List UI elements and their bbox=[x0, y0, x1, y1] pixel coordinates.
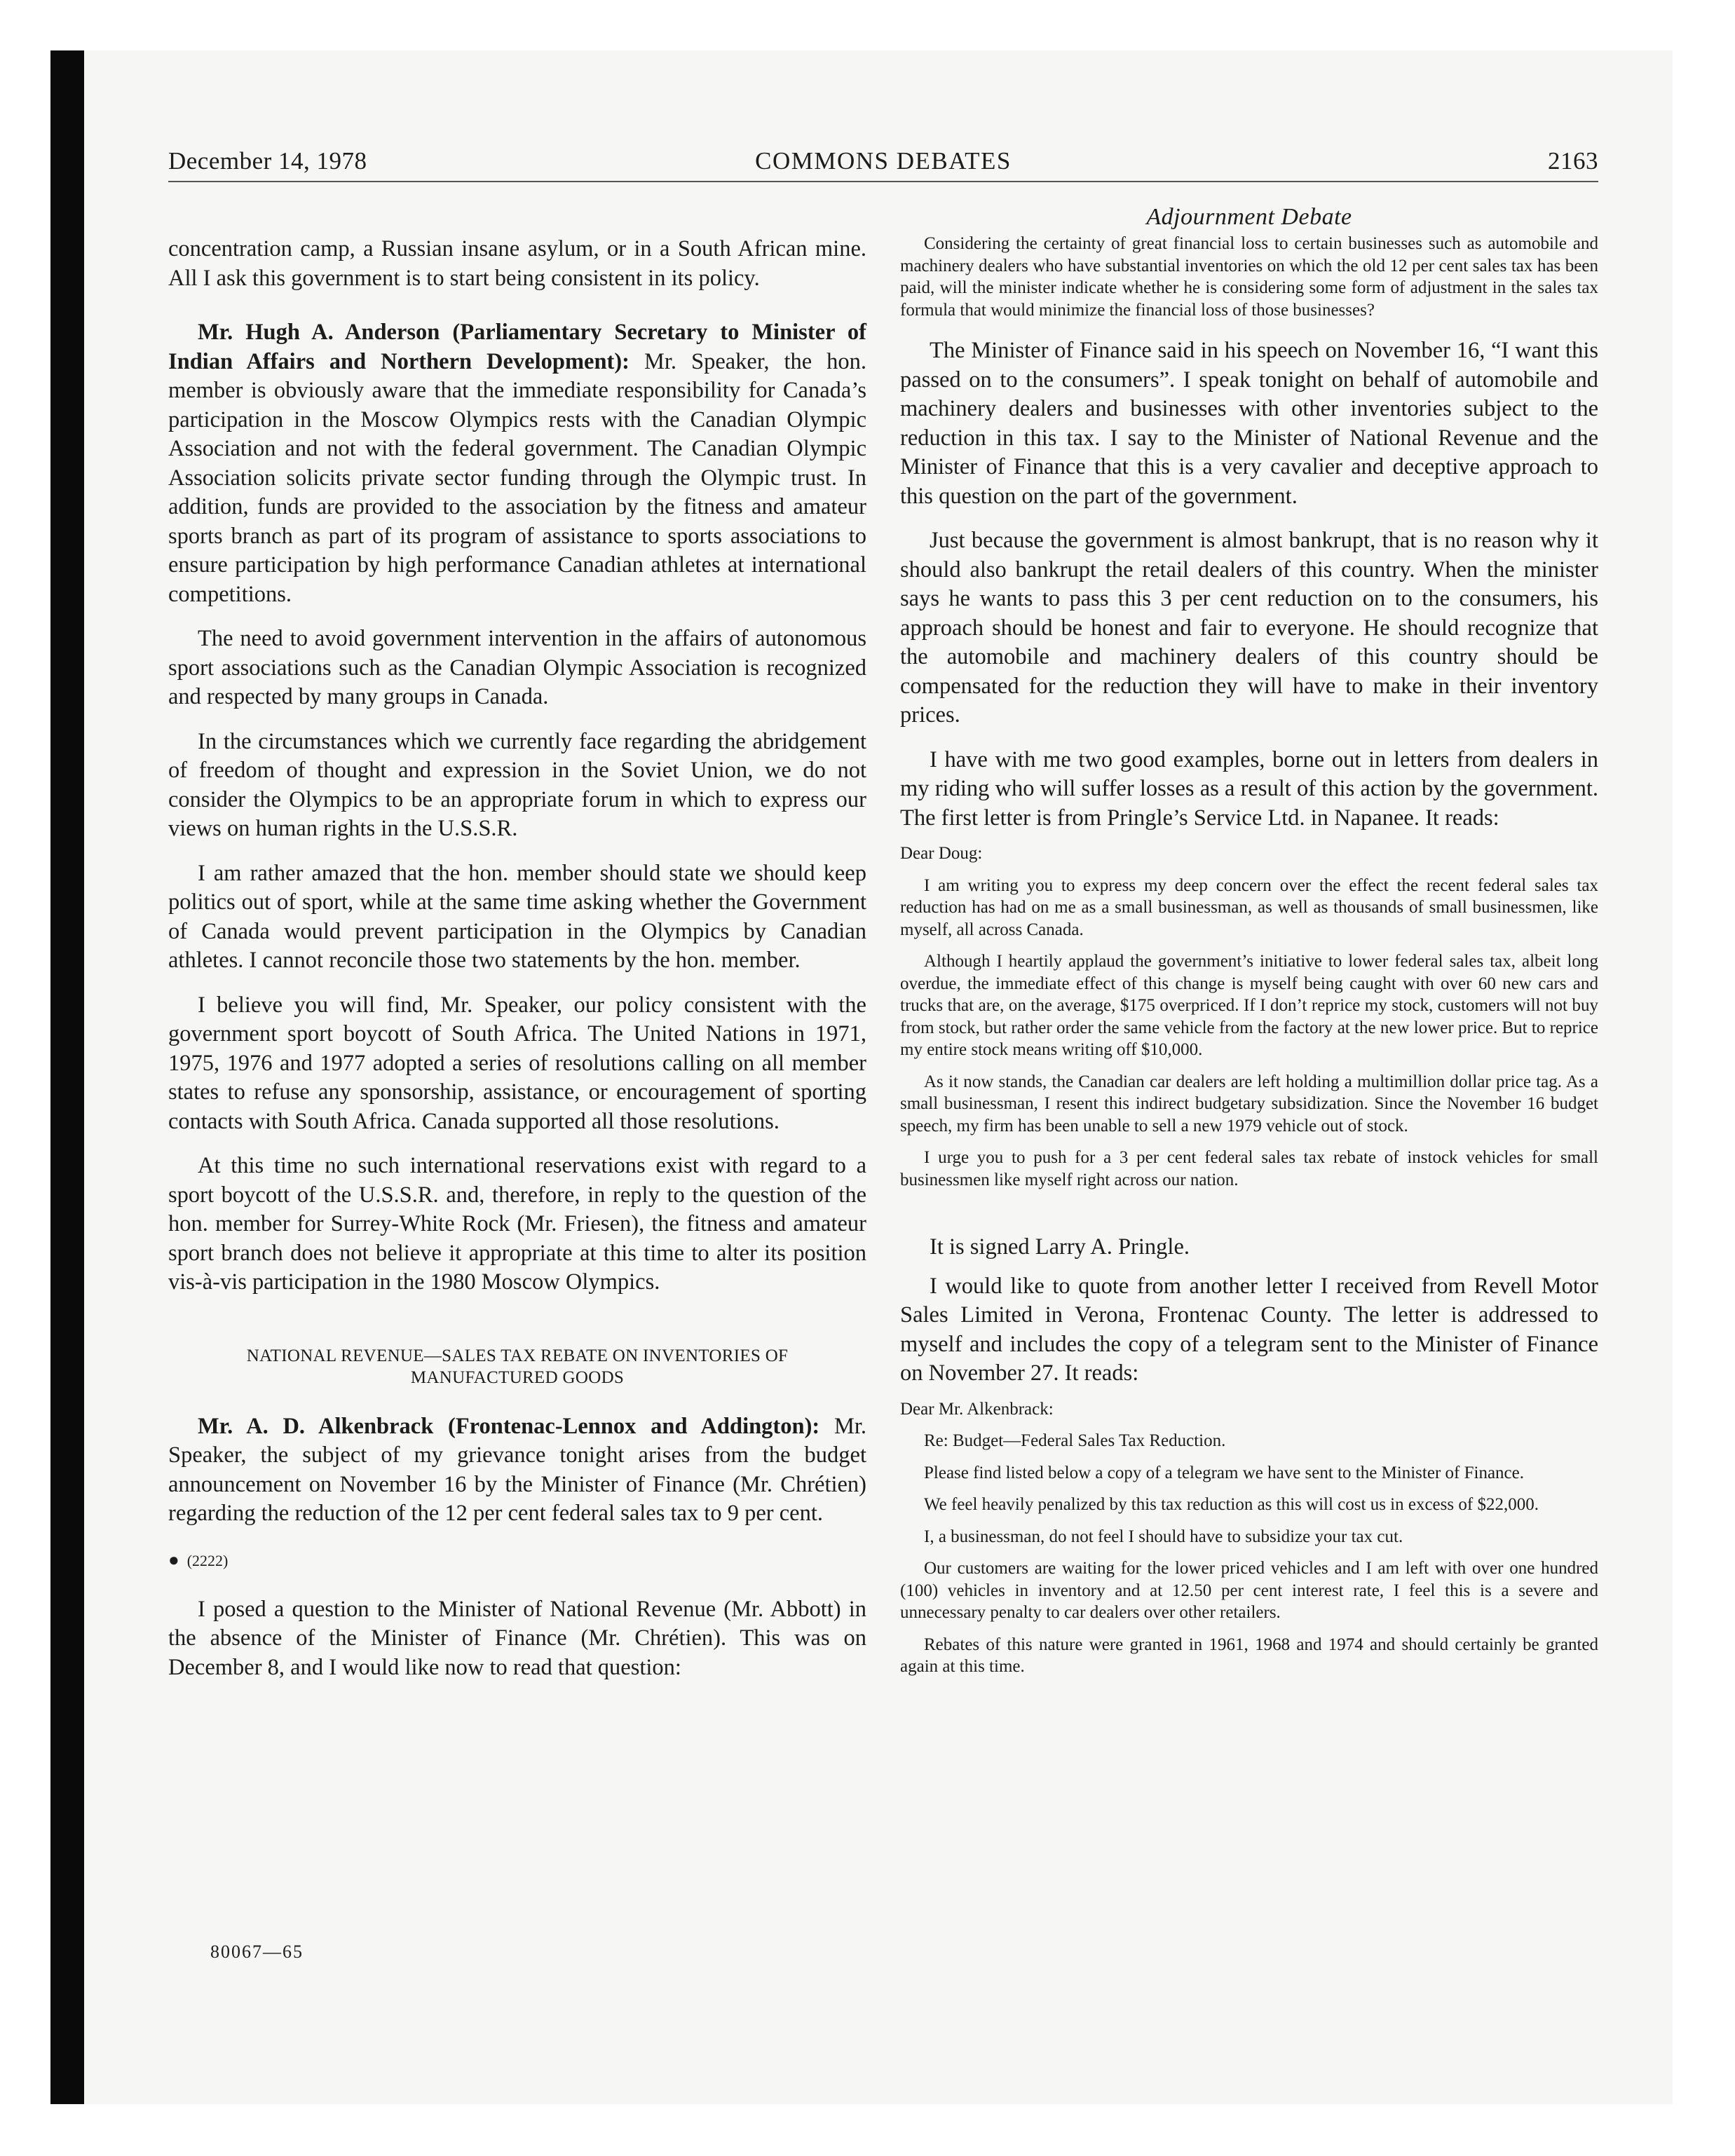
letter-paragraph: As it now stands, the Canadian car dealers are left holding a multimillion dollar price tag. As a small businessman, I resent this indirect budgetary subsidization. Since the November 16 budget speech, my firm has been unable to sell a new 1979 vehicle out of stock. bbox=[900, 1072, 1598, 1135]
letter-paragraph: Although I heartily applaud the government’s initiative to lower federal sales tax, albeit long overdue, the immediate effect of this change is myself being caught with over 60 new cars and trucks that are, on the average, $175 overpriced. If I don’t reprice my stock, customers will not buy from stock, but rather order the same vehicle from the factory at the new lower price. But to reprice my entire stock means writing off $10,000. bbox=[900, 952, 1598, 1059]
letter-paragraph: I am writing you to express my deep concern over the effect the recent federal sales tax reduction has had on me as a small businessman, as well as thousands of small businessmen, like myself, all across Canada. bbox=[900, 875, 1598, 939]
page-number: 2163 bbox=[1548, 147, 1598, 175]
header-title: COMMONS DEBATES bbox=[755, 147, 1012, 175]
letter-paragraph: Please find listed below a copy of a telegram we have sent to the Minister of Finance. bbox=[924, 1463, 1524, 1482]
bullet-icon: ● bbox=[168, 1549, 179, 1570]
letter-paragraph: Rebates of this nature were granted in 1961, 1968 and 1974 and should certainly be granted again at this time. bbox=[900, 1635, 1598, 1676]
letter-paragraph: I urge you to push for a 3 per cent federal sales tax rebate of instock vehicles for small businessmen like myself right across our nation. bbox=[900, 1148, 1598, 1189]
header-rule bbox=[168, 181, 1598, 182]
paragraph: concentration camp, a Russian insane asylum, or in a South African mine. All I ask this government is to start being consistent in its policy. bbox=[168, 236, 866, 291]
speaker-name: Mr. A. D. Alkenbrack (Frontenac-Lennox and Addington): bbox=[198, 1413, 820, 1439]
paragraph: In the circumstances which we currently face regarding the abridgement of freedom of thought and expression in the Soviet Union, we do not consider the Olympics to be an appropriate forum in which to express our views on human rights in the U.S.S.R. bbox=[168, 728, 866, 841]
paragraph: It is signed Larry A. Pringle. bbox=[930, 1234, 1190, 1260]
paragraph: I posed a question to the Minister of National Revenue (Mr. Abbott) in the absence of the Minister of Finance (Mr. Chrétien). This was on December 8, and I would like now to read that question: bbox=[168, 1596, 866, 1680]
scan-edge-bar bbox=[50, 50, 84, 2104]
paragraph: I am rather amazed that the hon. member should state we should keep politics out of sport, while at the same time asking whether the Government of Canada would prevent participation in the Olympics by Canadian athletes. I cannot reconcile those two statements by the hon. member. bbox=[168, 860, 866, 973]
paragraph: I would like to quote from another letter I received from Revell Motor Sales Limited in Verona, Frontenac County. The letter is addressed to myself and includes the copy of a telegram sent to the Minister of Finance on November 27. It reads: bbox=[900, 1273, 1598, 1386]
left-column bbox=[168, 235, 866, 1682]
section-title: Adjournment Debate bbox=[1146, 204, 1352, 230]
letter-paragraph: Our customers are waiting for the lower priced vehicles and I am left with over one hundred (100) vehicles in inventory and at 12.50 per cent interest rate, I feel this is a severe and unnecessary penalty to car dealers over other retailers. bbox=[900, 1559, 1598, 1622]
paragraph: At this time no such international reservations exist with regard to a sport boycott of the U.S.S.R. and, therefore, in reply to the question of the hon. member for Surrey-White Rock (Mr. Friesen), the fitness and amateur sport branch does not believe it appropriate at this time to alter its position vis-à-vis participation in the 1980 Moscow Olympics. bbox=[168, 1153, 866, 1295]
letter-salutation: Dear Mr. Alkenbrack: bbox=[900, 1399, 1054, 1419]
header-date: December 14, 1978 bbox=[168, 147, 367, 175]
speech-text: Mr. Speaker, the subject of my grievance tonight arises from the budget announcement on November 16 by the Minister of Finance (Mr. Chrétien) regarding the reduction of the 12 per cent federal sales tax to 9 per cent. bbox=[168, 1413, 866, 1526]
paragraph: I have with me two good examples, borne out in letters from dealers in my riding who will suffer losses as a result of this action by the government. The first letter is from Pringle’s Service Ltd. in Napanee. It reads: bbox=[900, 746, 1598, 831]
footer-code: 80067—65 bbox=[210, 1942, 304, 1962]
paragraph: The Minister of Finance said in his speech on November 16, “I want this passed on to the consumers”. I speak tonight on behalf of automobile and machinery dealers and businesses with other inventories subject to the reduction in this tax. I say to the Minister of National Revenue and the Minister of Finance that this is a very cavalier and deceptive approach to this question on the part of the government. bbox=[900, 338, 1598, 509]
letter-paragraph: I, a businessman, do not feel I should have to subsidize your tax cut. bbox=[924, 1527, 1403, 1546]
letter-subject: Re: Budget—Federal Sales Tax Reduction. bbox=[924, 1431, 1226, 1450]
right-column bbox=[900, 202, 1598, 1678]
letter-paragraph: We feel heavily penalized by this tax reduction as this will cost us in excess of $22,000. bbox=[924, 1495, 1539, 1514]
time-marker: ● (2222) bbox=[168, 1549, 229, 1570]
speech-anderson bbox=[168, 318, 866, 609]
section-heading: NATIONAL REVENUE—SALES TAX REBATE ON INVENTORIES OF MANUFACTURED GOODS bbox=[246, 1346, 789, 1387]
letter-salutation: Dear Doug: bbox=[900, 844, 983, 863]
paragraph: I believe you will find, Mr. Speaker, our policy consistent with the government sport boycott of South Africa. The United Nations in 1971, 1975, 1976 and 1977 adopted a series of resolutions calling on all member states to refuse any sponsorship, assistance, or encouragement of sporting contacts with South Africa. Canada supported all those resolutions. bbox=[168, 992, 866, 1134]
speech-alkenbrack bbox=[168, 1412, 866, 1529]
speaker-name: Mr. Hugh A. Anderson (Parliamentary Secretary to Minister of Indian Affairs and Northern Development): bbox=[168, 320, 866, 374]
paragraph: Just because the government is almost bankrupt, that is no reason why it should also bankrupt the retail dealers of this country. When the minister says he wants to pass this 3 per cent reduction on to the consumers, his approach should be honest and fair to everyone. He should recognize that the automobile and machinery dealers of this country should be compensated for the reduction they will have to make in their inventory prices. bbox=[900, 528, 1598, 728]
speech-text: Mr. Speaker, the hon. member is obviously aware that the immediate responsibility for Canada’s participation in the Moscow Olympics rests with the Canadian Olympic Association and not with the federal government. The Canadian Olympic Association solicits private sector funding through the Olympic trust. In addition, funds are provided to the association by the fitness and amateur sports branch as part of its program of assistance to sports associations to ensure participation by high performance Canadian athletes at international competitions. bbox=[168, 348, 866, 607]
running-head bbox=[168, 147, 1598, 181]
paragraph: The need to avoid government intervention in the affairs of autonomous sport associations such as the Canadian Olympic Association is recognized and respected by many groups in Canada. bbox=[168, 626, 866, 709]
quoted-question: Considering the certainty of great financial loss to certain businesses such as automobile and machinery dealers who have substantial inventories on which the old 12 per cent sales tax has been paid, will the minister indicate whether he is considering some form of adjustment in the sales tax formula that would minimize the financial loss of those businesses? bbox=[900, 234, 1598, 320]
